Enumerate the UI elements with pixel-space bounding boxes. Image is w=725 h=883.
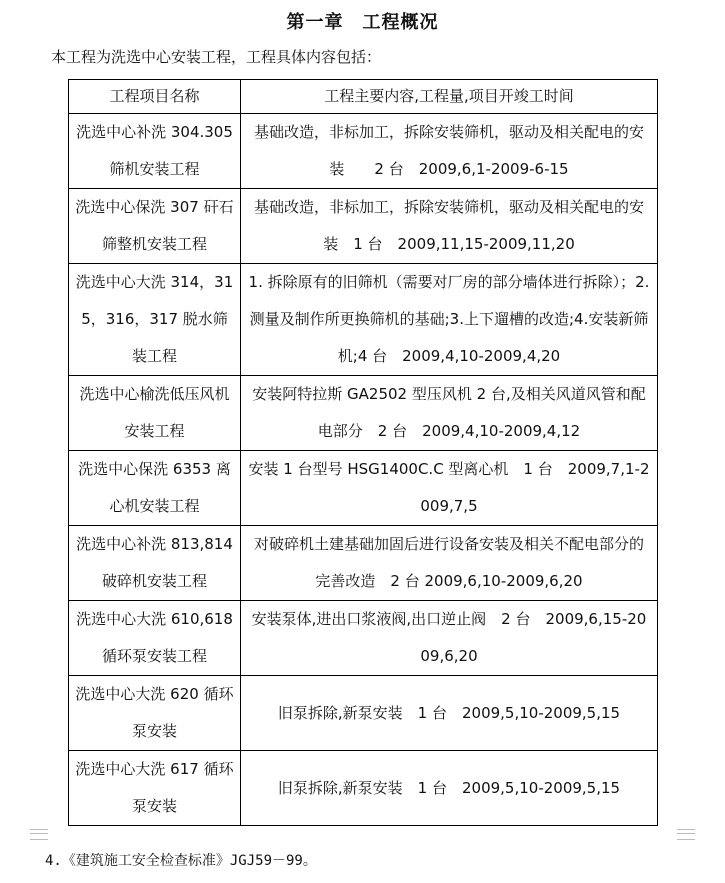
table-row <box>69 601 658 676</box>
project-content-cell: 1. 拆除原有的旧筛机（需要对厂房的部分墙体进行拆除）；2.测量及制作所更换筛机的基础;3.上下遛槽的改造;4.安装新筛机;4 台 2009,4,10-2009,4,20 <box>241 264 658 376</box>
project-name-cell: 洗选中心补洗 813,814 破碎机安装工程 <box>69 526 241 601</box>
project-name-cell: 洗选中心大洗 314，315，316，317 脱水筛装工程 <box>69 264 241 376</box>
project-content-cell: 旧泵拆除,新泵安装 1 台 2009,5,10-2009,5,15 <box>241 676 658 751</box>
project-name-cell: 洗选中心大洗 610,618 循环泵安装工程 <box>69 601 241 676</box>
project-content-cell: 基础改造，非标加工，拆除安装筛机，驱动及相关配电的安装 1 台 2009,11,15-2009,11,20 <box>241 189 658 264</box>
project-content-cell: 对破碎机土建基础加固后进行设备安装及相关不配电部分的完善改造 2 台 2009,6,10-2009,6,20 <box>241 526 658 601</box>
page-break-marker-icon <box>677 829 695 840</box>
project-name-cell: 洗选中心榆洗低压风机安装工程 <box>69 376 241 451</box>
table-row <box>69 451 658 526</box>
table-row <box>69 264 658 376</box>
project-content-cell: 安装泵体,进出口浆液阀,出口逆止阀 2 台 2009,6,15-2009,6,20 <box>241 601 658 676</box>
column-header-content: 工程主要内容,工程量,项目开竣工时间 <box>241 80 658 114</box>
project-name-cell: 洗选中心保洗 6353 离心机安装工程 <box>69 451 241 526</box>
table-row <box>69 114 658 189</box>
column-header-project-name: 工程项目名称 <box>69 80 241 114</box>
reference-standard-line: 4.《建筑施工安全检查标准》JGJ59－99。 <box>45 853 317 869</box>
table-row <box>69 676 658 751</box>
project-name-cell: 洗选中心大洗 620 循环泵安装 <box>69 676 241 751</box>
table-row <box>69 189 658 264</box>
page-break-marker-icon <box>30 829 48 840</box>
project-name-cell: 洗选中心补洗 304.305 筛机安装工程 <box>69 114 241 189</box>
project-content-cell: 安装 1 台型号 HSG1400C.C 型离心机 1 台 2009,7,1-2009,7,5 <box>241 451 658 526</box>
project-content-cell: 安装阿特拉斯 GA2502 型压风机 2 台,及相关风道风管和配电部分 2 台 2009,4,10-2009,4,12 <box>241 376 658 451</box>
table-row <box>69 751 658 826</box>
chapter-title: 第一章 工程概况 <box>286 12 439 33</box>
project-table <box>68 79 658 826</box>
project-name-cell: 洗选中心保洗 307 矸石筛整机安装工程 <box>69 189 241 264</box>
project-content-cell: 基础改造，非标加工，拆除安装筛机，驱动及相关配电的安装 2 台 2009,6,1-2009-6-15 <box>241 114 658 189</box>
table-row <box>69 526 658 601</box>
table-header-row <box>69 80 658 114</box>
project-name-cell: 洗选中心大洗 617 循环泵安装 <box>69 751 241 826</box>
project-content-cell: 旧泵拆除,新泵安装 1 台 2009,5,10-2009,5,15 <box>241 751 658 826</box>
intro-paragraph: 本工程为洗选中心安装工程，工程具体内容包括： <box>51 48 382 66</box>
table-row <box>69 376 658 451</box>
